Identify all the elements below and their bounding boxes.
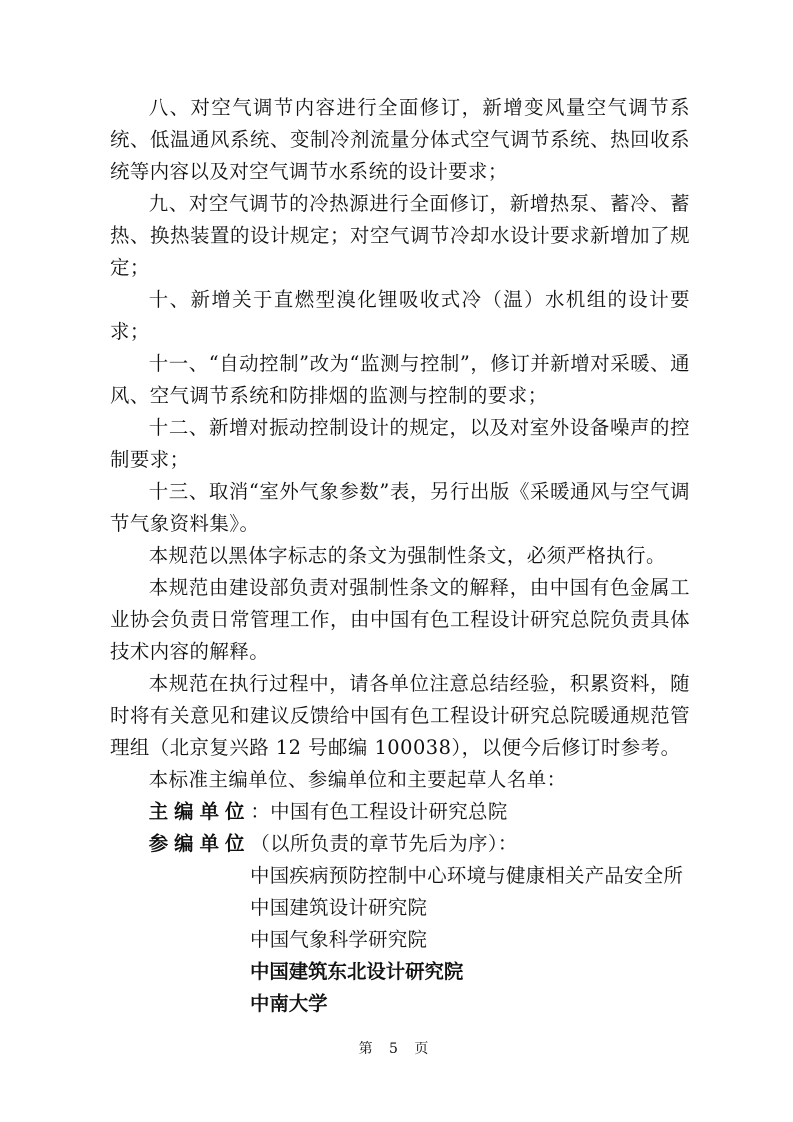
paragraph-revision-12: 十二、新增对振动控制设计的规定，以及对室外设备噪声的控制要求； bbox=[110, 416, 690, 471]
paragraph-mandatory-clauses: 本规范以黑体字标志的条文为强制性条文，必须严格执行。 bbox=[148, 544, 666, 567]
list-item: 中国建筑东北设计研究院 bbox=[250, 960, 464, 983]
list-item: 中国疾病预防控制中心环境与健康相关产品安全所 bbox=[250, 864, 684, 887]
participating-units-note: （以所负责的章节先后为序）： bbox=[250, 832, 518, 855]
paragraph-interpretation: 本规范由建设部负责对强制性条文的解释，由中国有色金属工业协会负责日常管理工作，由中国有色工程设计研究总院负责具体技术内容的解释。 bbox=[110, 576, 690, 663]
paragraph-revision-9: 九、对空气调节的冷热源进行全面修订，新增热泵、蓄冷、蓄热、换热装置的设计规定；对空气调节冷却水设计要求新增加了规定； bbox=[110, 192, 690, 279]
page-number: 第 5 页 bbox=[358, 1041, 435, 1057]
paragraph-units-intro: 本标准主编单位、参编单位和主要起草人名单： bbox=[148, 768, 567, 791]
page-body bbox=[110, 92, 690, 1020]
chief-unit-line bbox=[110, 796, 690, 828]
paragraph-feedback: 本规范在执行过程中，请各单位注意总结经验，积累资料，随时将有关意见和建议反馈给中国有色工程设计研究总院暖通规范管理组（北京复兴路 12 号邮编 100038），以便今后修订时参考。 bbox=[110, 672, 690, 759]
participating-units-line bbox=[110, 828, 690, 860]
paragraph-revision-8: 八、对空气调节内容进行全面修订，新增变风量空气调节系统、低温通风系统、变制冷剂流量分体式空气调节系统、热回收系统等内容以及对空气调节水系统的设计要求； bbox=[110, 96, 690, 183]
list-item: 中南大学 bbox=[250, 992, 328, 1015]
chief-unit-value: ：中国有色工程设计研究总院 bbox=[250, 800, 508, 823]
list-item: 中国气象科学研究院 bbox=[250, 928, 428, 951]
chief-unit-label: 主编单位 bbox=[148, 800, 251, 823]
paragraph-revision-11: 十一、“自动控制”改为“监测与控制”，修订并新增对采暖、通风、空气调节系统和防排烟的监测与控制的要求； bbox=[110, 352, 690, 407]
participating-units-label: 参编单位 bbox=[148, 832, 251, 855]
paragraph-revision-13: 十三、取消“室外气象参数”表，另行出版《采暖通风与空气调节气象资料集》。 bbox=[110, 480, 690, 535]
participating-units-list bbox=[110, 860, 690, 1020]
paragraph-revision-10: 十、新增关于直燃型溴化锂吸收式冷（温）水机组的设计要求； bbox=[110, 288, 690, 343]
list-item: 中国建筑设计研究院 bbox=[250, 896, 428, 919]
